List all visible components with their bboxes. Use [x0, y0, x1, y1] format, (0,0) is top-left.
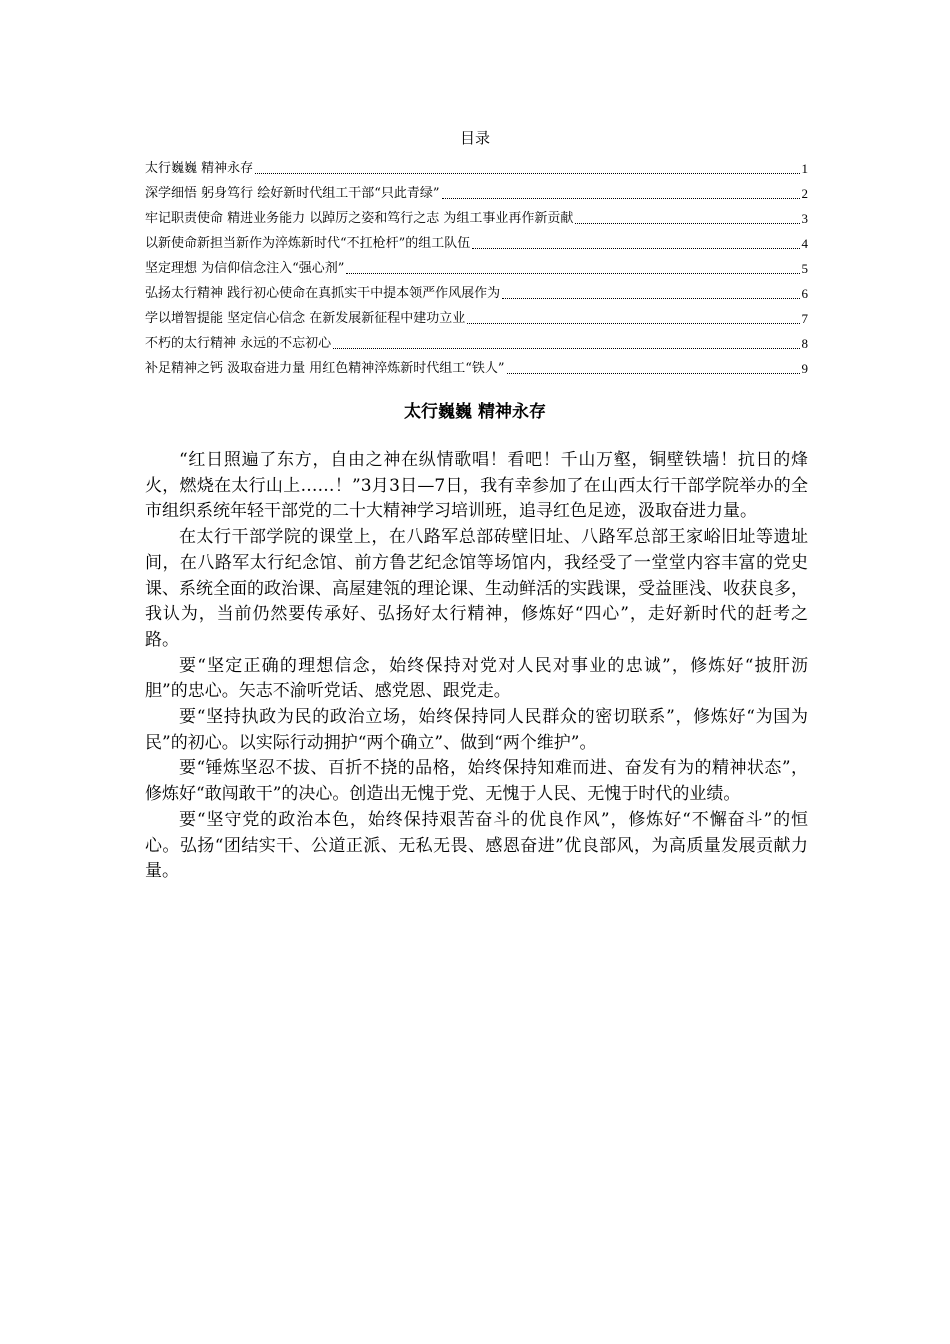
toc-entry-text: 牢记职责使命 精进业务能力 以踔厉之姿和笃行之志 为组工事业再作新贡献	[145, 211, 574, 226]
toc-leader-dots	[333, 348, 799, 349]
toc-entry[interactable]	[145, 203, 808, 228]
toc-entry-text: 弘扬太行精神 践行初心使命在真抓实干中提本领严作风展作为	[145, 286, 501, 301]
toc-entry-page: 7	[801, 311, 808, 326]
body-paragraph: 在太行干部学院的课堂上，在八路军总部砖壁旧址、八路军总部王家峪旧址等遗址间，在八路军太行纪念馆、前方鲁艺纪念馆等场馆内，我经受了一堂堂内容丰富的党史课、系统全面的政治课、高屋建瓴的理论课、生动鲜活的实践课，受益匪浅、收获良多，我认为，当前仍然要传承好、弘扬好太行精神，修炼好“四心”，走好新时代的赶考之路。	[145, 527, 808, 650]
toc-entry[interactable]	[145, 278, 808, 303]
toc-entry-page: 6	[801, 286, 808, 301]
body-paragraph: 要“锤炼坚忍不拔、百折不挠的品格，始终保持知难而进、奋发有为的精神状态”，修炼好“敢闯敢干”的决心。创造出无愧于党、无愧于人民、无愧于时代的业绩。	[145, 758, 808, 805]
toc-entry-page: 1	[801, 161, 808, 176]
toc-entry-text: 学以增智提能 坚定信心信念 在新发展新征程中建功立业	[145, 311, 466, 326]
toc-entry-page: 3	[801, 211, 808, 226]
toc-entry-text: 补足精神之钙 汲取奋进力量 用红色精神淬炼新时代组工“铁人”	[145, 361, 505, 376]
toc-entry[interactable]	[145, 328, 808, 353]
toc-entry-page: 5	[801, 261, 808, 276]
toc-entry[interactable]	[145, 153, 808, 178]
toc-leader-dots	[575, 223, 799, 224]
toc-leader-dots	[502, 298, 799, 299]
toc-entry[interactable]	[145, 228, 808, 253]
article-body	[145, 448, 808, 885]
toc-leader-dots	[467, 323, 799, 324]
toc-leader-dots	[507, 373, 800, 374]
toc-entry[interactable]	[145, 303, 808, 328]
body-paragraph: “红日照遍了东方，自由之神在纵情歌唱！看吧！千山万壑，铜壁铁墙！抗日的烽火，燃烧在太行山上……！”3月3日—7日，我有幸参加了在山西太行干部学院举办的全市组织系统年轻干部党的二十大精神学习培训班，追寻红色足迹，汲取奋进力量。	[145, 450, 808, 522]
toc-entry-page: 9	[801, 361, 808, 376]
toc-leader-dots	[346, 273, 799, 274]
table-of-contents	[145, 153, 808, 378]
toc-leader-dots	[255, 173, 799, 174]
article-title: 太行巍巍 精神永存	[404, 402, 546, 422]
toc-leader-dots	[442, 198, 800, 199]
toc-entry-page: 8	[801, 336, 808, 351]
toc-entry[interactable]	[145, 253, 808, 278]
body-paragraph: 要“坚定正确的理想信念，始终保持对党对人民对事业的忠诚”，修炼好“披肝沥胆”的忠心。矢志不渝听党话、感党恩、跟党走。	[145, 655, 808, 702]
toc-entry-text: 以新使命新担当新作为淬炼新时代“不扛枪杆”的组工队伍	[145, 236, 471, 251]
toc-entry-page: 2	[801, 186, 808, 201]
body-paragraph: 要“坚持执政为民的政治立场，始终保持同人民群众的密切联系”，修炼好“为国为民”的初心。以实际行动拥护“两个确立”、做到“两个维护”。	[145, 707, 808, 753]
toc-entry-text: 深学细悟 躬身笃行 绘好新时代组工干部“只此青绿”	[145, 186, 440, 201]
toc-entry-text: 坚定理想 为信仰信念注入“强心剂”	[145, 261, 345, 276]
body-paragraph: 要“坚守党的政治本色，始终保持艰苦奋斗的优良作风”，修炼好“不懈奋斗”的恒心。弘扬“团结实干、公道正派、无私无畏、感恩奋进”优良部风，为高质量发展贡献力量。	[145, 809, 808, 882]
toc-entry-text: 不朽的太行精神 永远的不忘初心	[145, 336, 332, 351]
toc-entry[interactable]	[145, 178, 808, 203]
toc-leader-dots	[472, 248, 799, 249]
toc-entry[interactable]	[145, 353, 808, 378]
toc-title: 目录	[459, 129, 490, 147]
toc-entry-text: 太行巍巍 精神永存	[145, 161, 254, 176]
toc-entry-page: 4	[801, 236, 808, 251]
